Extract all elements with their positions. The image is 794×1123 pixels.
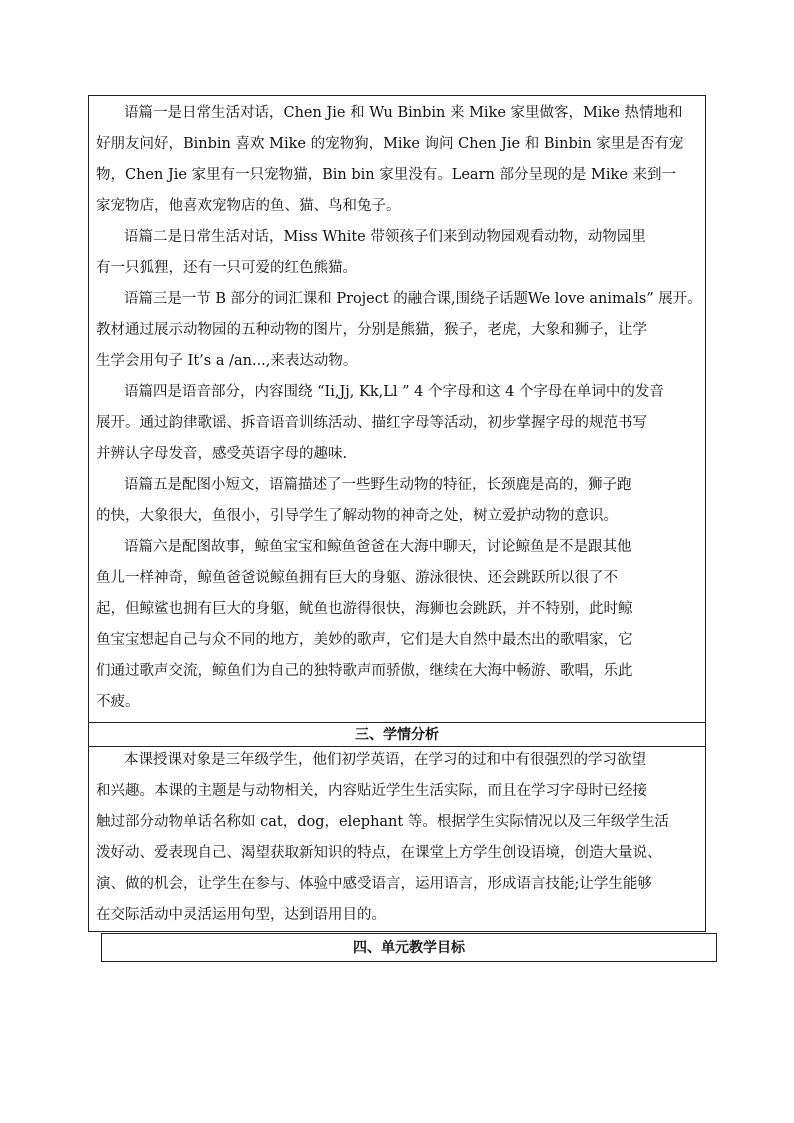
paragraph-line: 和兴趣。本课的主题是与动物相关，内容贴近学生生活实际，而且在学习字母时已经接 xyxy=(96,783,647,799)
paragraph-line: 的快，大象很大，鱼很小，引导学生了解动物的神奇之处，树立爱护动物的意识。 xyxy=(96,508,618,524)
paragraph-line: 鱼儿一样神奇，鲸鱼爸爸说鲸鱼拥有巨大的身躯、游泳很快、还会跳跃所以很了不 xyxy=(96,570,618,586)
paragraph-line: 不疲。 xyxy=(96,694,140,710)
textbook-analysis-box xyxy=(88,95,706,723)
paragraph-line: 物，Chen Jie 家里有一只宠物猫，Bin bin 家里没有。Learn 部分呈现的是 Mike 来到一 xyxy=(96,167,677,183)
student-analysis-box xyxy=(88,722,706,932)
unit-objectives-box xyxy=(101,933,717,962)
divider xyxy=(89,746,705,747)
section-heading: 四、单元教学目标 xyxy=(353,940,465,956)
paragraph-line: 展开。通过韵律歌谣、拆音语音训练活动、描红字母等活动，初步掌握字母的规范书写 xyxy=(96,415,647,431)
paragraph-line: 并辨认字母发音，感受英语字母的趣味. xyxy=(96,446,348,462)
paragraph-line: 语篇三是一节 B 部分的词汇课和 Project 的融合课,围绕子话题We love animals” 展开。 xyxy=(124,291,702,307)
paragraph-line: 家宠物店，他喜欢宠物店的鱼、猫、鸟和兔子。 xyxy=(96,198,401,214)
paragraph-line: 语篇六是配图故事，鲸鱼宝宝和鲸鱼爸爸在大海中聊天，讨论鲸鱼是不是跟其他 xyxy=(124,539,632,555)
paragraph-line: 好朋友问好，Binbin 喜欢 Mike 的宠物狗，Mike 询问 Chen Jie 和 Binbin 家里是否有宠 xyxy=(96,136,684,152)
paragraph-line: 有一只狐狸，还有一只可爱的红色熊猫。 xyxy=(96,260,357,276)
paragraph-line: 在交际活动中灵活运用句型，达到语用目的。 xyxy=(96,907,386,923)
paragraph-line: 语篇一是日常生活对话，Chen Jie 和 Wu Binbin 来 Mike 家里做客，Mike 热情地和 xyxy=(124,105,683,121)
paragraph-line: 本课授课对象是三年级学生，他们初学英语，在学习的过和中有很强烈的学习欲望 xyxy=(124,752,646,768)
paragraph-line: 演、做的机会，让学生在参与、体验中感受语言，运用语言，形成语言技能;让学生能够 xyxy=(96,876,652,892)
paragraph-line: 们通过歌声交流，鲸鱼们为自己的独特歌声而骄傲，继续在大海中畅游、歌唱，乐此 xyxy=(96,663,633,679)
paragraph-line: 语篇二是日常生活对话，Miss White 带领孩子们来到动物园观看动物，动物园里 xyxy=(124,229,646,245)
paragraph-line: 生学会用句子 It’s a /an...,来表达动物。 xyxy=(96,353,358,369)
section-heading: 三、学情分析 xyxy=(355,727,439,743)
paragraph-line: 语篇五是配图小短文，语篇描述了一些野生动物的特征，长颈鹿是高的，狮子跑 xyxy=(124,477,632,493)
paragraph-line: 语篇四是语音部分，内容围绕 “Ii,Jj, Kk,Ll ” 4 个字母和这 4 个字母在单词中的发音 xyxy=(124,384,664,400)
paragraph-line: 起，但鲸鲨也拥有巨大的身躯，鱿鱼也游得很快，海狮也会跳跃，并不特别，此时鲸 xyxy=(96,601,633,617)
paragraph-line: 教材通过展示动物园的五种动物的图片，分别是熊猫，猴子，老虎，大象和狮子，让学 xyxy=(96,322,647,338)
paragraph-line: 鱼宝宝想起自己与众不同的地方，美妙的歌声，它们是大自然中最杰出的歌唱家，它 xyxy=(96,632,633,648)
paragraph-line: 触过部分动物单话名称如 cat，dog，elephant 等。根据学生实际情况以及三年级学生活 xyxy=(96,814,669,830)
paragraph-line: 泼好动、爱表现自己、渴望获取新知识的特点，在课堂上方学生创设语境，创造大量说、 xyxy=(96,845,662,861)
